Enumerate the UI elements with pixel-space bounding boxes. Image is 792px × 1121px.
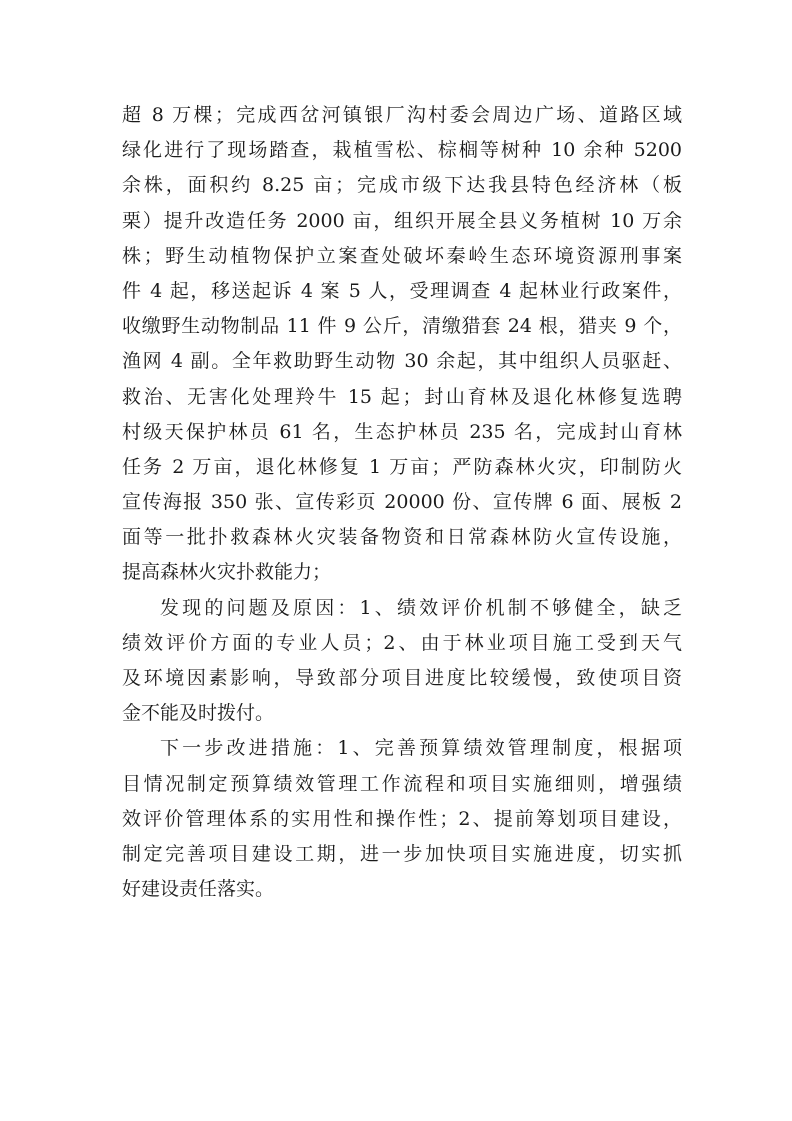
text-line: 目情况制定预算绩效管理工作流程和项目实施细则，增强绩 bbox=[122, 772, 682, 795]
text-line: 发现的问题及原因：1、绩效评价机制不够健全，缺乏 bbox=[160, 596, 682, 619]
text-line: 渔网 4 副。全年救助野生动物 30 余起，其中组织人员驱赶、 bbox=[122, 350, 682, 373]
text-line: 收缴野生动物制品 11 件 9 公斤，清缴猎套 24 根，猎夹 9 个， bbox=[122, 315, 682, 338]
paragraph-problems bbox=[122, 591, 682, 732]
text-line: 任务 2 万亩，退化林修复 1 万亩；严防森林火灾，印制防火 bbox=[122, 455, 682, 478]
text-line: 余株，面积约 8.25 亩；完成市级下达我县特色经济林（板 bbox=[122, 174, 682, 197]
paragraph-achievements bbox=[122, 98, 682, 591]
text-line: 株；野生动植物保护立案查处破坏秦岭生态环境资源刑事案 bbox=[122, 244, 682, 267]
text-line: 超 8 万棵；完成西岔河镇银厂沟村委会周边广场、道路区域 bbox=[122, 104, 682, 126]
text-line: 救治、无害化处理羚牛 15 起；封山育林及退化林修复选聘 bbox=[122, 385, 682, 408]
text-line: 金不能及时拨付。 bbox=[122, 702, 275, 725]
text-line: 下一步改进措施：1、完善预算绩效管理制度，根据项 bbox=[160, 737, 682, 760]
text-line: 效评价管理体系的实用性和操作性；2、提前筹划项目建设， bbox=[122, 807, 682, 830]
text-line: 制定完善项目建设工期，进一步加快项目实施进度，切实抓 bbox=[122, 842, 682, 865]
text-line: 村级天保护林员 61 名，生态护林员 235 名，完成封山育林 bbox=[122, 420, 682, 443]
text-line: 绩效评价方面的专业人员；2、由于林业项目施工受到天气 bbox=[122, 631, 682, 654]
text-line: 宣传海报 350 张、宣传彩页 20000 份、宣传牌 6 面、展板 2 bbox=[122, 491, 682, 514]
text-line: 件 4 起，移送起诉 4 案 5 人，受理调查 4 起林业行政案件， bbox=[122, 279, 682, 302]
text-line: 栗）提升改造任务 2000 亩，组织开展全县义务植树 10 万余 bbox=[122, 209, 682, 232]
text-line: 面等一批扑救森林火灾装备物资和日常森林防火宣传设施， bbox=[122, 526, 682, 549]
document-body bbox=[122, 98, 682, 907]
text-line: 好建设责任落实。 bbox=[122, 878, 275, 901]
text-line: 绿化进行了现场踏查，栽植雪松、棕榈等树种 10 余种 5200 bbox=[122, 139, 682, 162]
text-line: 提高森林火灾扑救能力； bbox=[122, 561, 332, 584]
paragraph-improvements bbox=[122, 731, 682, 907]
text-line: 及环境因素影响，导致部分项目进度比较缓慢，致使项目资 bbox=[122, 667, 682, 689]
